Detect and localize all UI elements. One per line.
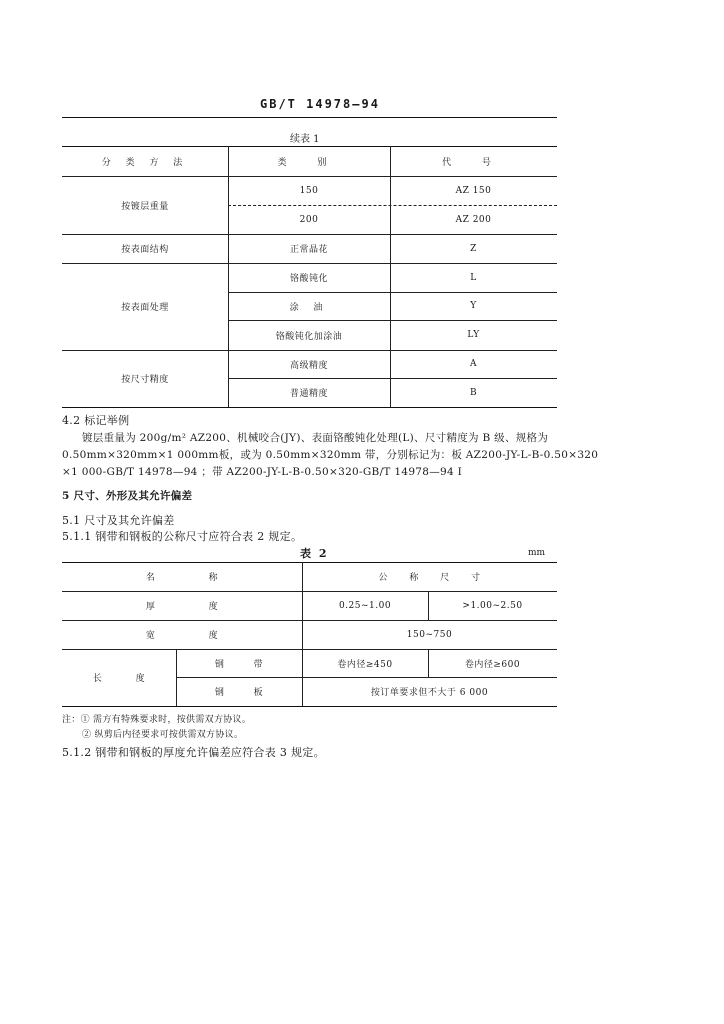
table1-category: 铬酸钝化加涂油 [275, 331, 343, 342]
table2-header-name: 名 称 [145, 573, 219, 583]
table1-code: AZ 200 [455, 214, 492, 225]
section-4-2-line: ×1 000-GB/T 14978—94 ；带 AZ200-JY-L-B-0.50×320-GB/T 14978—94 I [62, 466, 463, 478]
table1-code: B [469, 387, 478, 398]
section-4-2-line: 0.50mm×320mm×1 000mm板，或为 0.50mm×320mm 带，分别标记为：板 AZ200-JY-L-B-0.50×320 [62, 449, 599, 461]
table2-thickness-label: 厚 度 [145, 602, 219, 612]
section-5-1-title: 5.1 尺寸及其允许偏差 [62, 514, 175, 527]
table2-strip-value-1: 卷内径≥450 [337, 659, 393, 670]
table2-strip-value-2: 卷内径≥600 [464, 659, 521, 670]
table1-code: A [470, 359, 477, 369]
table1-category: 普通精度 [289, 389, 328, 399]
table1-category: 高级精度 [289, 360, 328, 371]
table2-thickness-range-1: 0.25~1.00 [338, 600, 392, 611]
table2-header-nominal-size: 公 称 尺 寸 [378, 573, 481, 583]
table2-sheet-label: 钢 板 [214, 688, 264, 698]
table1-method-surface-structure: 按表面结构 [121, 245, 169, 255]
table1-category: 正常晶花 [289, 245, 328, 255]
table2-width-range: 150~750 [406, 629, 453, 640]
table2-strip-label: 钢 带 [214, 659, 264, 670]
table1-code: L [470, 272, 477, 283]
section-5-1-1-text: 5.1.1 钢带和钢板的公称尺寸应符合表 2 规定。 [62, 530, 303, 543]
table2-caption: 表 2 [300, 547, 329, 560]
table1-category: 铬酸钝化 [289, 274, 328, 284]
table2-note: 注：① 需方有特殊要求时，按供需双方协议。 [62, 715, 252, 725]
table2-width-label: 宽 度 [145, 631, 219, 641]
table1-header-method: 分 类 方 法 [101, 157, 189, 168]
table2-thickness-range-2: >1.00~2.50 [462, 600, 523, 611]
table1-header-code: 代 号 [442, 157, 505, 168]
table1-category: 涂 油 [289, 302, 329, 313]
table2-unit: mm [528, 548, 546, 558]
section-4-2-line: 镀层重量为 200g/m² AZ200、机械咬合(JY)、表面铬酸钝化处理(L)、尺寸精度为 B 级、规格为 [82, 432, 549, 444]
standard-number: GB/T 14978—94 [260, 97, 380, 111]
table1-method-surface-treatment: 按表面处理 [121, 303, 169, 313]
table1-code: AZ 150 [455, 185, 492, 196]
table2-note: ② 纵剪后内径要求可按供需双方协议。 [82, 730, 244, 740]
header-rule [62, 117, 557, 118]
table1-header-category: 类 别 [277, 157, 341, 168]
section-4-2-title: 4.2 标记举例 [62, 414, 130, 427]
table1-code: Z [470, 243, 477, 254]
table1-category: 150 [299, 185, 319, 196]
table1-category: 200 [299, 214, 319, 225]
table1-code: LY [467, 330, 480, 340]
section-5-1-2-text: 5.1.2 钢带和钢板的厚度允许偏差应符合表 3 规定。 [62, 746, 325, 759]
section-5-title: 5 尺寸、外形及其允许偏差 [62, 490, 193, 502]
table2-length-label: 长 度 [92, 674, 146, 684]
table2-sheet-value: 按订单要求但不大于 6 000 [370, 688, 489, 698]
table1-method-dimension-accuracy: 按尺寸精度 [121, 375, 169, 385]
table1-caption: 续表 1 [290, 134, 320, 145]
table1-method-coating-weight: 按镀层重量 [121, 201, 169, 212]
table1-code: Y [470, 301, 477, 311]
